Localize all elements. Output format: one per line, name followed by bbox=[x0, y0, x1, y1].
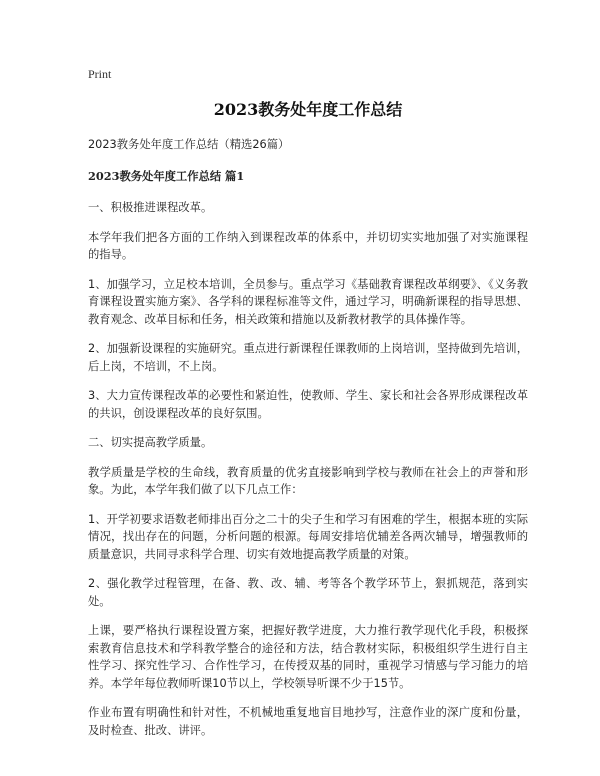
paragraph-heading-2: 二、切实提高教学质量。 bbox=[88, 436, 213, 449]
document-page bbox=[88, 66, 528, 751]
document-subtitle: 2023教务处年度工作总结（精选26篇） bbox=[88, 138, 290, 151]
paragraph: 教学质量是学校的生命线，教育质量的优劣直接影响到学校与教师在社会上的声誉和形象。为此，本学年我们做了以下几点工作： bbox=[88, 465, 528, 496]
document-title: 2023教务处年度工作总结 bbox=[213, 100, 403, 119]
paragraph: 1、开学初要求语数老师排出百分之二十的尖子生和学习有困难的学生，根据本班的实际情况，找出存在的问题，分析问题的根源。每周安排培优辅差各两次辅导，增强教师的质量意识，共同寻求科学合理、切实有效地提高教学质量的对策。 bbox=[88, 512, 528, 561]
print-label: Print bbox=[88, 67, 112, 81]
paragraph: 3、大力宣传课程改革的必要性和紧迫性，使教师、学生、家长和社会各界形成课程改革的共识，创设课程改革的良好氛围。 bbox=[88, 389, 528, 420]
paragraph: 2、加强新设课程的实施研究。重点进行新课程任课教师的上岗培训，坚持做到先培训，后上岗，不培训，不上岗。 bbox=[88, 342, 528, 373]
paragraph: 作业布置有明确性和针对性，不机械地重复地盲目地抄写，注意作业的深广度和份量，及时检查、批改、讲评。 bbox=[88, 706, 528, 737]
section-heading: 2023教务处年度工作总结 篇1 bbox=[88, 169, 245, 183]
paragraph: 2、强化教学过程管理，在备、教、改、辅、考等各个教学环节上，狠抓规范，落到实处。 bbox=[88, 577, 528, 608]
paragraph: 1、加强学习，立足校本培训，全员参与。重点学习《基础教育课程改革纲要》、《义务教育课程设置实施方案》、各学科的课程标准等文件，通过学习，明确新课程的指导思想、教育观念、改革目标和任务，相关政策和措施以及新教材教学的具体操作等。 bbox=[88, 277, 528, 326]
paragraph: 上课，要严格执行课程设置方案，把握好教学进度，大力推行教学现代化手段，积极探索教育信息技术和学科教学整合的途径和方法，结合教材实际，积极组织学生进行自主性学习、探究性学习、合作性学习，在传授双基的同时，重视学习情感与学习能力的培养。本学年每位教师听课10节以上，学校领导听课不少于15节。 bbox=[88, 624, 528, 690]
paragraph-heading-1: 一、积极推进课程改革。 bbox=[88, 201, 213, 214]
paragraph: 本学年我们把各方面的工作纳入到课程改革的体系中，并切切实实地加强了对实施课程的指导。 bbox=[88, 230, 528, 261]
